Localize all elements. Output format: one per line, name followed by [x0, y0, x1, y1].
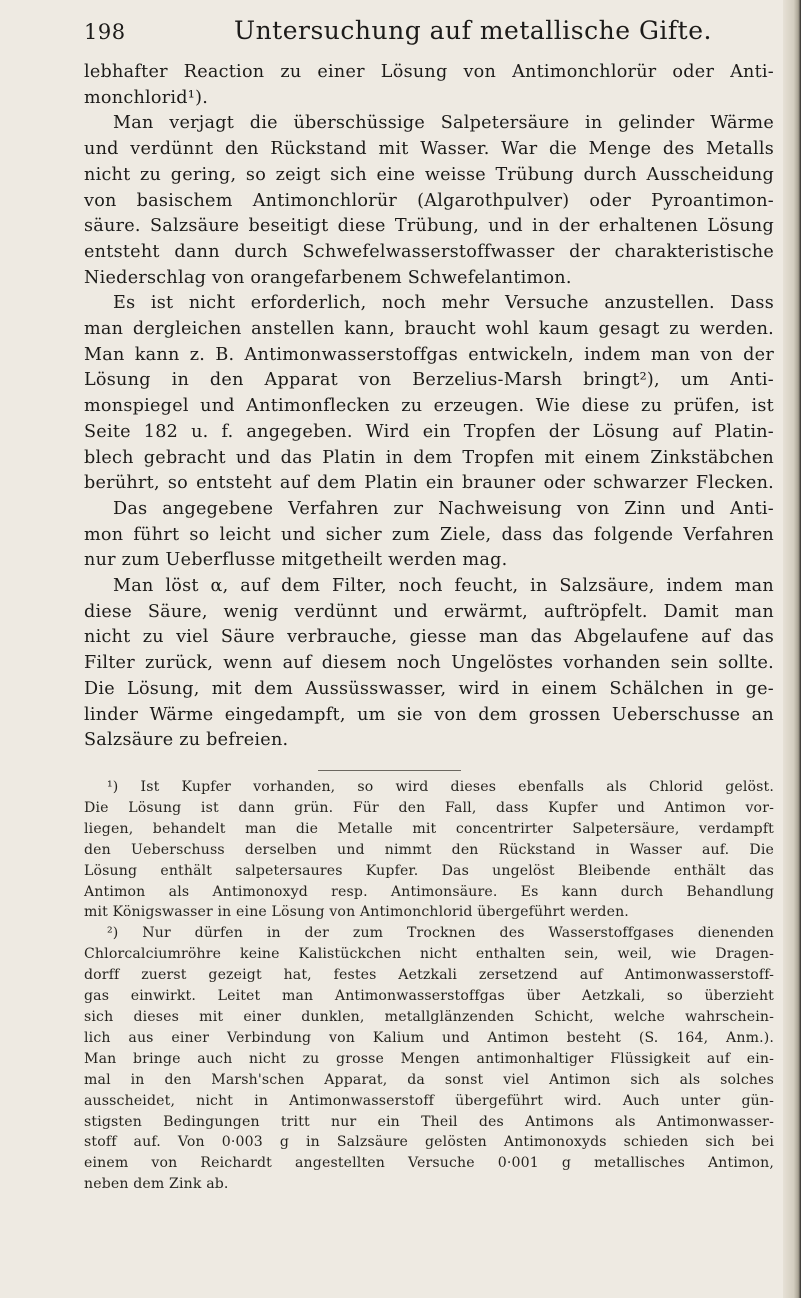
- text-line: linder Wärme eingedampft, um sie von dem grossen Ueberschusse an: [84, 704, 774, 725]
- footnote-line: lich aus einer Verbindung von Kalium und Antimon besteht (S. 164, Anm.).: [84, 1029, 774, 1046]
- text-line: Salzsäure zu befreien.: [84, 730, 289, 751]
- footnote-line: ¹) Ist Kupfer vorhanden, so wird dieses ebenfalls als Chlorid gelöst.: [107, 779, 774, 795]
- text-line: Man kann z. B. Antimonwasserstoffgas entwickeln, indem man von der: [84, 344, 774, 365]
- text-line: nicht zu viel Säure verbrauche, giesse man das Abgelaufene auf das: [84, 627, 774, 648]
- footnote-line: neben dem Zink ab.: [84, 1176, 229, 1193]
- footnote-line: Chlorcalciumröhre keine Kalistückchen nicht enthalten sein, weil, wie Dragen-: [84, 946, 774, 963]
- footnote-line: stigsten Bedingungen tritt nur ein Theil des Antimons als Antimonwasser-: [84, 1113, 774, 1130]
- text-line: Das angegebene Verfahren zur Nachweisung von Zinn und Anti-: [113, 498, 774, 519]
- footnotes: [84, 777, 774, 1195]
- footnote-line: Lösung enthält salpetersaures Kupfer. Das ungelöst Bleibende enthält das: [84, 862, 774, 879]
- text-line: Die Lösung, mit dem Aussüsswasser, wird in einem Schälchen in ge-: [84, 678, 774, 699]
- footnote-line: den Ueberschuss derselben und nimmt den Rückstand in Wasser auf. Die: [84, 841, 774, 858]
- footnote-line: Antimon als Antimonoxyd resp. Antimonsäure. Es kann durch Behandlung: [84, 883, 774, 900]
- text-line: nicht zu gering, so zeigt sich eine weisse Trübung durch Ausscheidung: [84, 164, 774, 185]
- text-line: monspiegel und Antimonflecken zu erzeugen. Wie diese zu prüfen, ist: [84, 396, 774, 417]
- footnote-line: mal in den Marsh'schen Apparat, da sonst viel Antimon sich als solches: [84, 1071, 774, 1088]
- text-line: entsteht dann durch Schwefelwasserstoffwasser der charakteristische: [84, 241, 774, 262]
- text-line: lebhafter Reaction zu einer Lösung von Antimonchlorür oder Anti-: [84, 62, 774, 82]
- footnote-line: stoff auf. Von 0·003 g in Salzsäure gelösten Antimonoxyds schieden sich bei: [84, 1134, 774, 1151]
- footnote-line: sich dieses mit einer dunklen, metallglänzenden Schicht, welche wahrschein-: [84, 1008, 774, 1025]
- page-number: 198: [84, 20, 126, 44]
- text-line: Man löst α, auf dem Filter, noch feucht, in Salzsäure, indem man: [113, 576, 774, 597]
- text-line: blech gebracht und das Platin in dem Tropfen mit einem Zinkstäbchen: [84, 447, 774, 468]
- text-line: man dergleichen anstellen kann, braucht wohl kaum gesagt zu werden.: [84, 319, 774, 340]
- text-line: diese Säure, wenig verdünnt und erwärmt, auftröpfelt. Damit man: [84, 601, 774, 622]
- footnote-line: Man bringe auch nicht zu grosse Mengen antimonhaltiger Flüssigkeit auf ein-: [84, 1050, 774, 1067]
- footnote-line: gas einwirkt. Leitet man Antimonwasserstoffgas über Aetzkali, so überzieht: [84, 988, 774, 1005]
- text-line: säure. Salzsäure beseitigt diese Trübung, und in der erhaltenen Lösung: [84, 216, 774, 237]
- page-header: [84, 14, 774, 50]
- text-line: und verdünnt den Rückstand mit Wasser. War die Menge des Metalls: [84, 139, 774, 160]
- text-line: monchlorid¹).: [84, 87, 209, 108]
- text-line: Man verjagt die überschüssige Salpetersäure in gelinder Wärme: [113, 113, 774, 134]
- text-line: mon führt so leicht und sicher zum Ziele, dass das folgende Verfahren: [84, 524, 774, 545]
- text-line: Lösung in den Apparat von Berzelius-Marsh bringt²), um Anti-: [84, 370, 774, 391]
- footnote-line: dorff zuerst gezeigt hat, festes Aetzkali zersetzend auf Antimonwasserstoff-: [84, 967, 774, 984]
- footnote-rule: [318, 770, 461, 771]
- text-line: Niederschlag von orangefarbenem Schwefelantimon.: [84, 267, 572, 288]
- text-line: Filter zurück, wenn auf diesem noch Ungelöstes vorhanden sein sollte.: [84, 653, 774, 674]
- page-edge: [783, 0, 801, 1298]
- text-line: Es ist nicht erforderlich, noch mehr Versuche anzustellen. Dass: [113, 293, 774, 314]
- main-text: [84, 60, 774, 754]
- text-line: von basischem Antimonchlorür (Algarothpulver) oder Pyroantimon-: [84, 190, 774, 211]
- footnote-line: ²) Nur dürfen in der zum Trocknen des Wasserstoffgases dienenden: [107, 925, 774, 942]
- running-title: Untersuchung auf metallische Gifte.: [234, 16, 712, 45]
- text-line: berührt, so entsteht auf dem Platin ein brauner oder schwarzer Flecken.: [84, 473, 774, 494]
- text-line: Seite 182 u. f. angegeben. Wird ein Tropfen der Lösung auf Platin-: [84, 421, 774, 442]
- footnote-line: mit Königswasser in eine Lösung von Antimonchlorid übergeführt werden.: [84, 904, 629, 921]
- footnote-line: einem von Reichardt angestellten Versuche 0·001 g metallisches Antimon,: [84, 1155, 774, 1172]
- footnote-line: ausscheidet, nicht in Antimonwasserstoff übergeführt wird. Auch unter gün-: [84, 1092, 774, 1109]
- footnote-line: liegen, behandelt man die Metalle mit concentrirter Salpetersäure, verdampft: [84, 820, 774, 837]
- footnote-line: Die Lösung ist dann grün. Für den Fall, dass Kupfer und Antimon vor-: [84, 799, 774, 816]
- text-line: nur zum Ueberflusse mitgetheilt werden mag.: [84, 550, 508, 571]
